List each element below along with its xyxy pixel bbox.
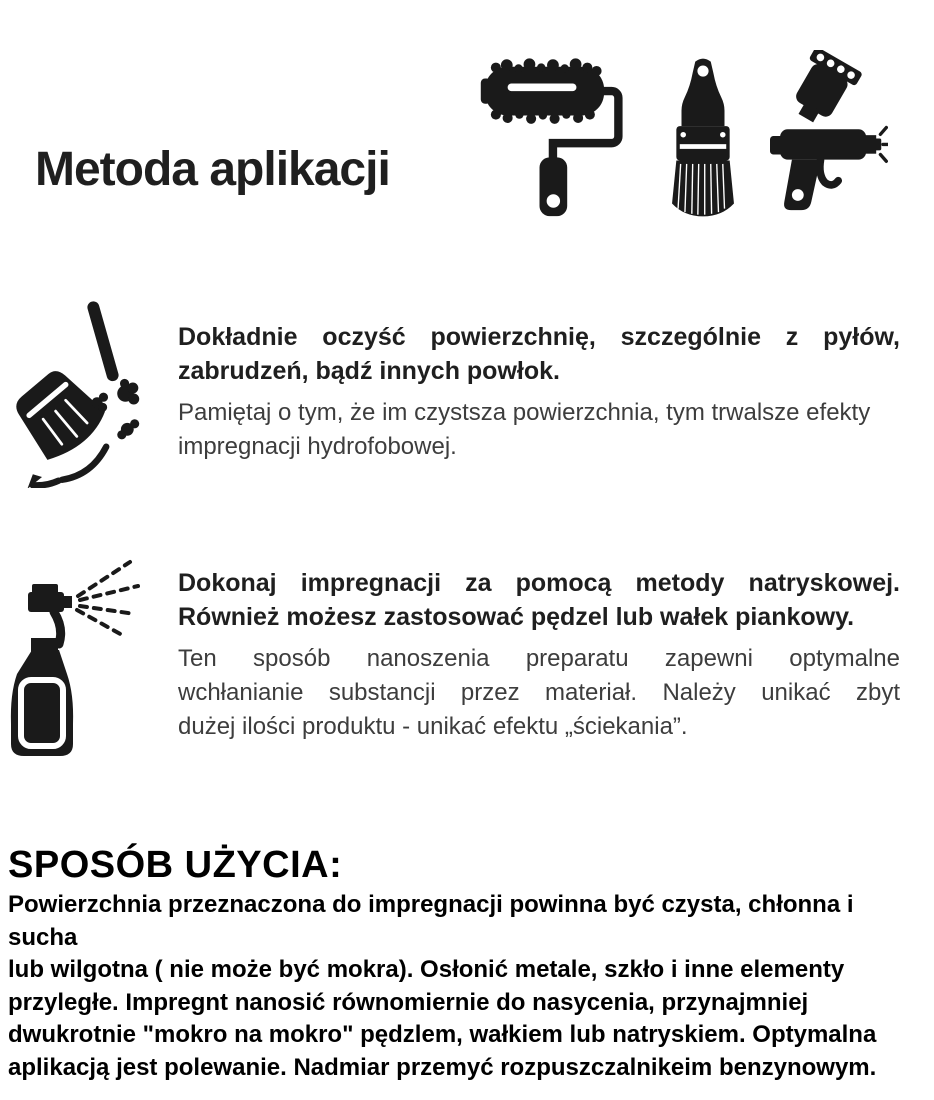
page-title: Metoda aplikacji xyxy=(35,143,390,197)
usage-line: aplikacją jest polewanie. Nadmiar przemyć rozpuszczalnikeim benzynowym. xyxy=(8,1053,877,1081)
step-body-line: Ten sposób nanoszenia preparatu zapewni optymalne xyxy=(178,645,900,672)
spray-bottle-icon xyxy=(2,552,142,762)
usage-paragraph xyxy=(8,889,930,1084)
step-clean-text xyxy=(178,320,900,464)
step-body-line: impregnacji hydrofobowej. xyxy=(178,433,457,460)
usage-line: Powierzchnia przeznaczona do impregnacji powinna być czysta, chłonna i xyxy=(8,891,854,918)
usage-heading: SPOSÓB UŻYCIA: xyxy=(8,843,343,886)
step-body-line: wchłanianie substancji przez materiał. Należy unikać zbyt xyxy=(178,679,900,706)
usage-line: przyległe. Impregnt nanosić równomiernie do nasycenia, przynajmniej xyxy=(8,988,809,1016)
broom-icon xyxy=(5,300,157,488)
usage-line: lub wilgotna ( nie może być mokra). Osłonić metale, szkło i inne elementy xyxy=(8,956,845,983)
step-bold-line: Dokonaj impregnacji za pomocą metody natryskowej. xyxy=(178,569,900,597)
step-bold-line: Również możesz zastosować pędzel lub wałek piankowy. xyxy=(178,603,855,631)
usage-line: sucha xyxy=(8,923,78,951)
spray-mist-lines xyxy=(77,562,138,636)
step-body-line: dużej ilości produktu - unikać efektu „ściekania”. xyxy=(178,713,688,740)
spray-gun-icon xyxy=(770,50,888,222)
step-body-line: Pamiętaj o tym, że im czystsza powierzchnia, tym trwalsze efekty xyxy=(178,399,871,426)
step-apply-text xyxy=(178,566,900,744)
paint-brush-icon xyxy=(660,55,746,223)
dust-specks xyxy=(92,379,140,440)
step-bold-line: Dokładnie oczyść powierzchnię, szczególnie z pyłów, xyxy=(178,323,900,351)
step-bold-line: zabrudzeń, bądź innych powłok. xyxy=(178,357,560,385)
usage-line: dwukrotnie "mokro na mokro" pędzlem, wałkiem lub natryskiem. Optymalna xyxy=(8,1021,877,1048)
paint-roller-icon xyxy=(470,50,630,222)
